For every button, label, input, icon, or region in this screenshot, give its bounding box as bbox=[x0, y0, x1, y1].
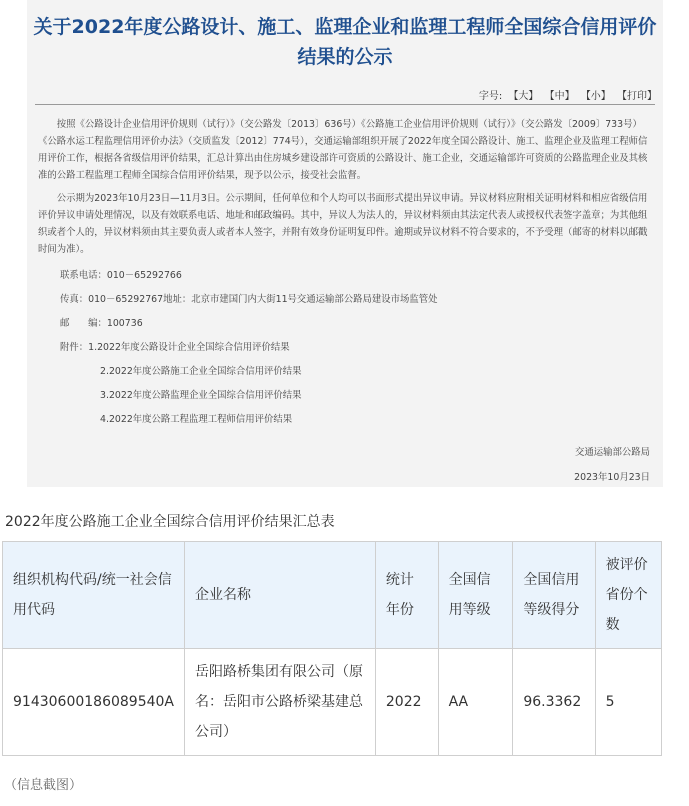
header-credit-code: 组织机构代码/统一社会信用代码 bbox=[3, 542, 185, 649]
contact-fax-address: 传真：010－65292767地址：北京市建国门内大街11号交通运输部公路局建设市场监管处 bbox=[60, 294, 438, 305]
notice-panel bbox=[27, 0, 663, 487]
image-caption: （信息截图） bbox=[4, 778, 83, 793]
notice-body bbox=[38, 116, 649, 432]
font-size-label: 字号: bbox=[478, 91, 503, 102]
table-title: 2022年度公路施工企业全国综合信用评价结果汇总表 bbox=[5, 514, 335, 530]
notice-title-line2: 结果的公示 bbox=[297, 46, 393, 68]
header-province-count: 被评价省份个数 bbox=[595, 542, 661, 649]
results-table bbox=[2, 541, 662, 756]
attachment-link-3[interactable]: 3.2022年度公路监理企业全国综合信用评价结果 bbox=[100, 390, 302, 401]
contact-postcode: 邮 编：100736 bbox=[60, 318, 143, 329]
notice-paragraph-basis: 按照《公路设计企业信用评价规则（试行）》（交公路发〔2013〕636号）《公路施工企业信用评价规则（试行）》（交公路发〔2009〕733号）《公路水运工程监理信用评价办法》（交质监发〔2012〕774号），交通运输部组织开展了2022年度全国公路设计、施工、监理企业及监理工程师信用评价工作，根据各省级信用评价结果，汇总计算出由住房城乡建设部许可资质的公路设计、施工企业，交通运输部许可资质的公路监理企业及其核准的公路工程监理工程师全国综合信用评价结果，现予以公示，接受社会监督。 bbox=[38, 119, 648, 181]
cell-credit-score: 96.3362 bbox=[513, 649, 595, 756]
attachment-link-1[interactable]: 附件：1.2022年度公路设计企业全国综合信用评价结果 bbox=[60, 342, 290, 353]
header-credit-score: 全国信用等级得分 bbox=[513, 542, 595, 649]
cell-company-name: 岳阳路桥集团有限公司（原名：岳阳市公路桥梁基建总公司） bbox=[185, 649, 376, 756]
cell-credit-code: 91430600186089540A bbox=[3, 649, 185, 756]
font-size-controls bbox=[479, 87, 657, 102]
cell-credit-grade: AA bbox=[438, 649, 513, 756]
signature-block bbox=[574, 440, 650, 490]
attachment-link-4[interactable]: 4.2022年度公路工程监理工程师信用评价结果 bbox=[100, 414, 293, 425]
font-size-large-link[interactable]: 【大】 bbox=[508, 91, 539, 102]
header-company-name: 企业名称 bbox=[185, 542, 376, 649]
print-link[interactable]: 【打印】 bbox=[617, 91, 657, 102]
issue-date: 2023年10月23日 bbox=[574, 472, 650, 483]
cell-year: 2022 bbox=[375, 649, 438, 756]
issuer: 交通运输部公路局 bbox=[574, 447, 650, 458]
notice-paragraph-period: 公示期为2023年10月23日—11月3日。公示期间，任何单位和个人均可以书面形式提出异议申请。异议材料应附相关证明材料和相应省级信用评价异议申请处理情况，以及有效联系电话、地址和邮政编码。其中，异议人为法人的，异议材料须由其法定代表人或授权代表签字盖章；为其他组织或者个人的，异议材料须由其主要负责人或者本人签字，并附有效身份证明复印件。逾期或异议材料不符合要求的，不予受理（邮寄的材料以邮戳时间为准）。 bbox=[38, 193, 648, 255]
header-credit-grade: 全国信用等级 bbox=[438, 542, 513, 649]
notice-title-line1: 关于2022年度公路设计、施工、监理企业和监理工程师全国综合信用评价 bbox=[33, 16, 657, 38]
table-header-row bbox=[3, 542, 662, 649]
attachment-link-2[interactable]: 2.2022年度公路施工企业全国综合信用评价结果 bbox=[100, 366, 302, 377]
cell-province-count: 5 bbox=[595, 649, 661, 756]
divider bbox=[35, 104, 655, 105]
contact-phone: 联系电话：010－65292766 bbox=[60, 270, 182, 281]
header-year: 统计年份 bbox=[375, 542, 438, 649]
table-row bbox=[3, 649, 662, 756]
font-size-medium-link[interactable]: 【中】 bbox=[544, 91, 575, 102]
font-size-small-link[interactable]: 【小】 bbox=[580, 91, 611, 102]
notice-title bbox=[27, 12, 663, 72]
